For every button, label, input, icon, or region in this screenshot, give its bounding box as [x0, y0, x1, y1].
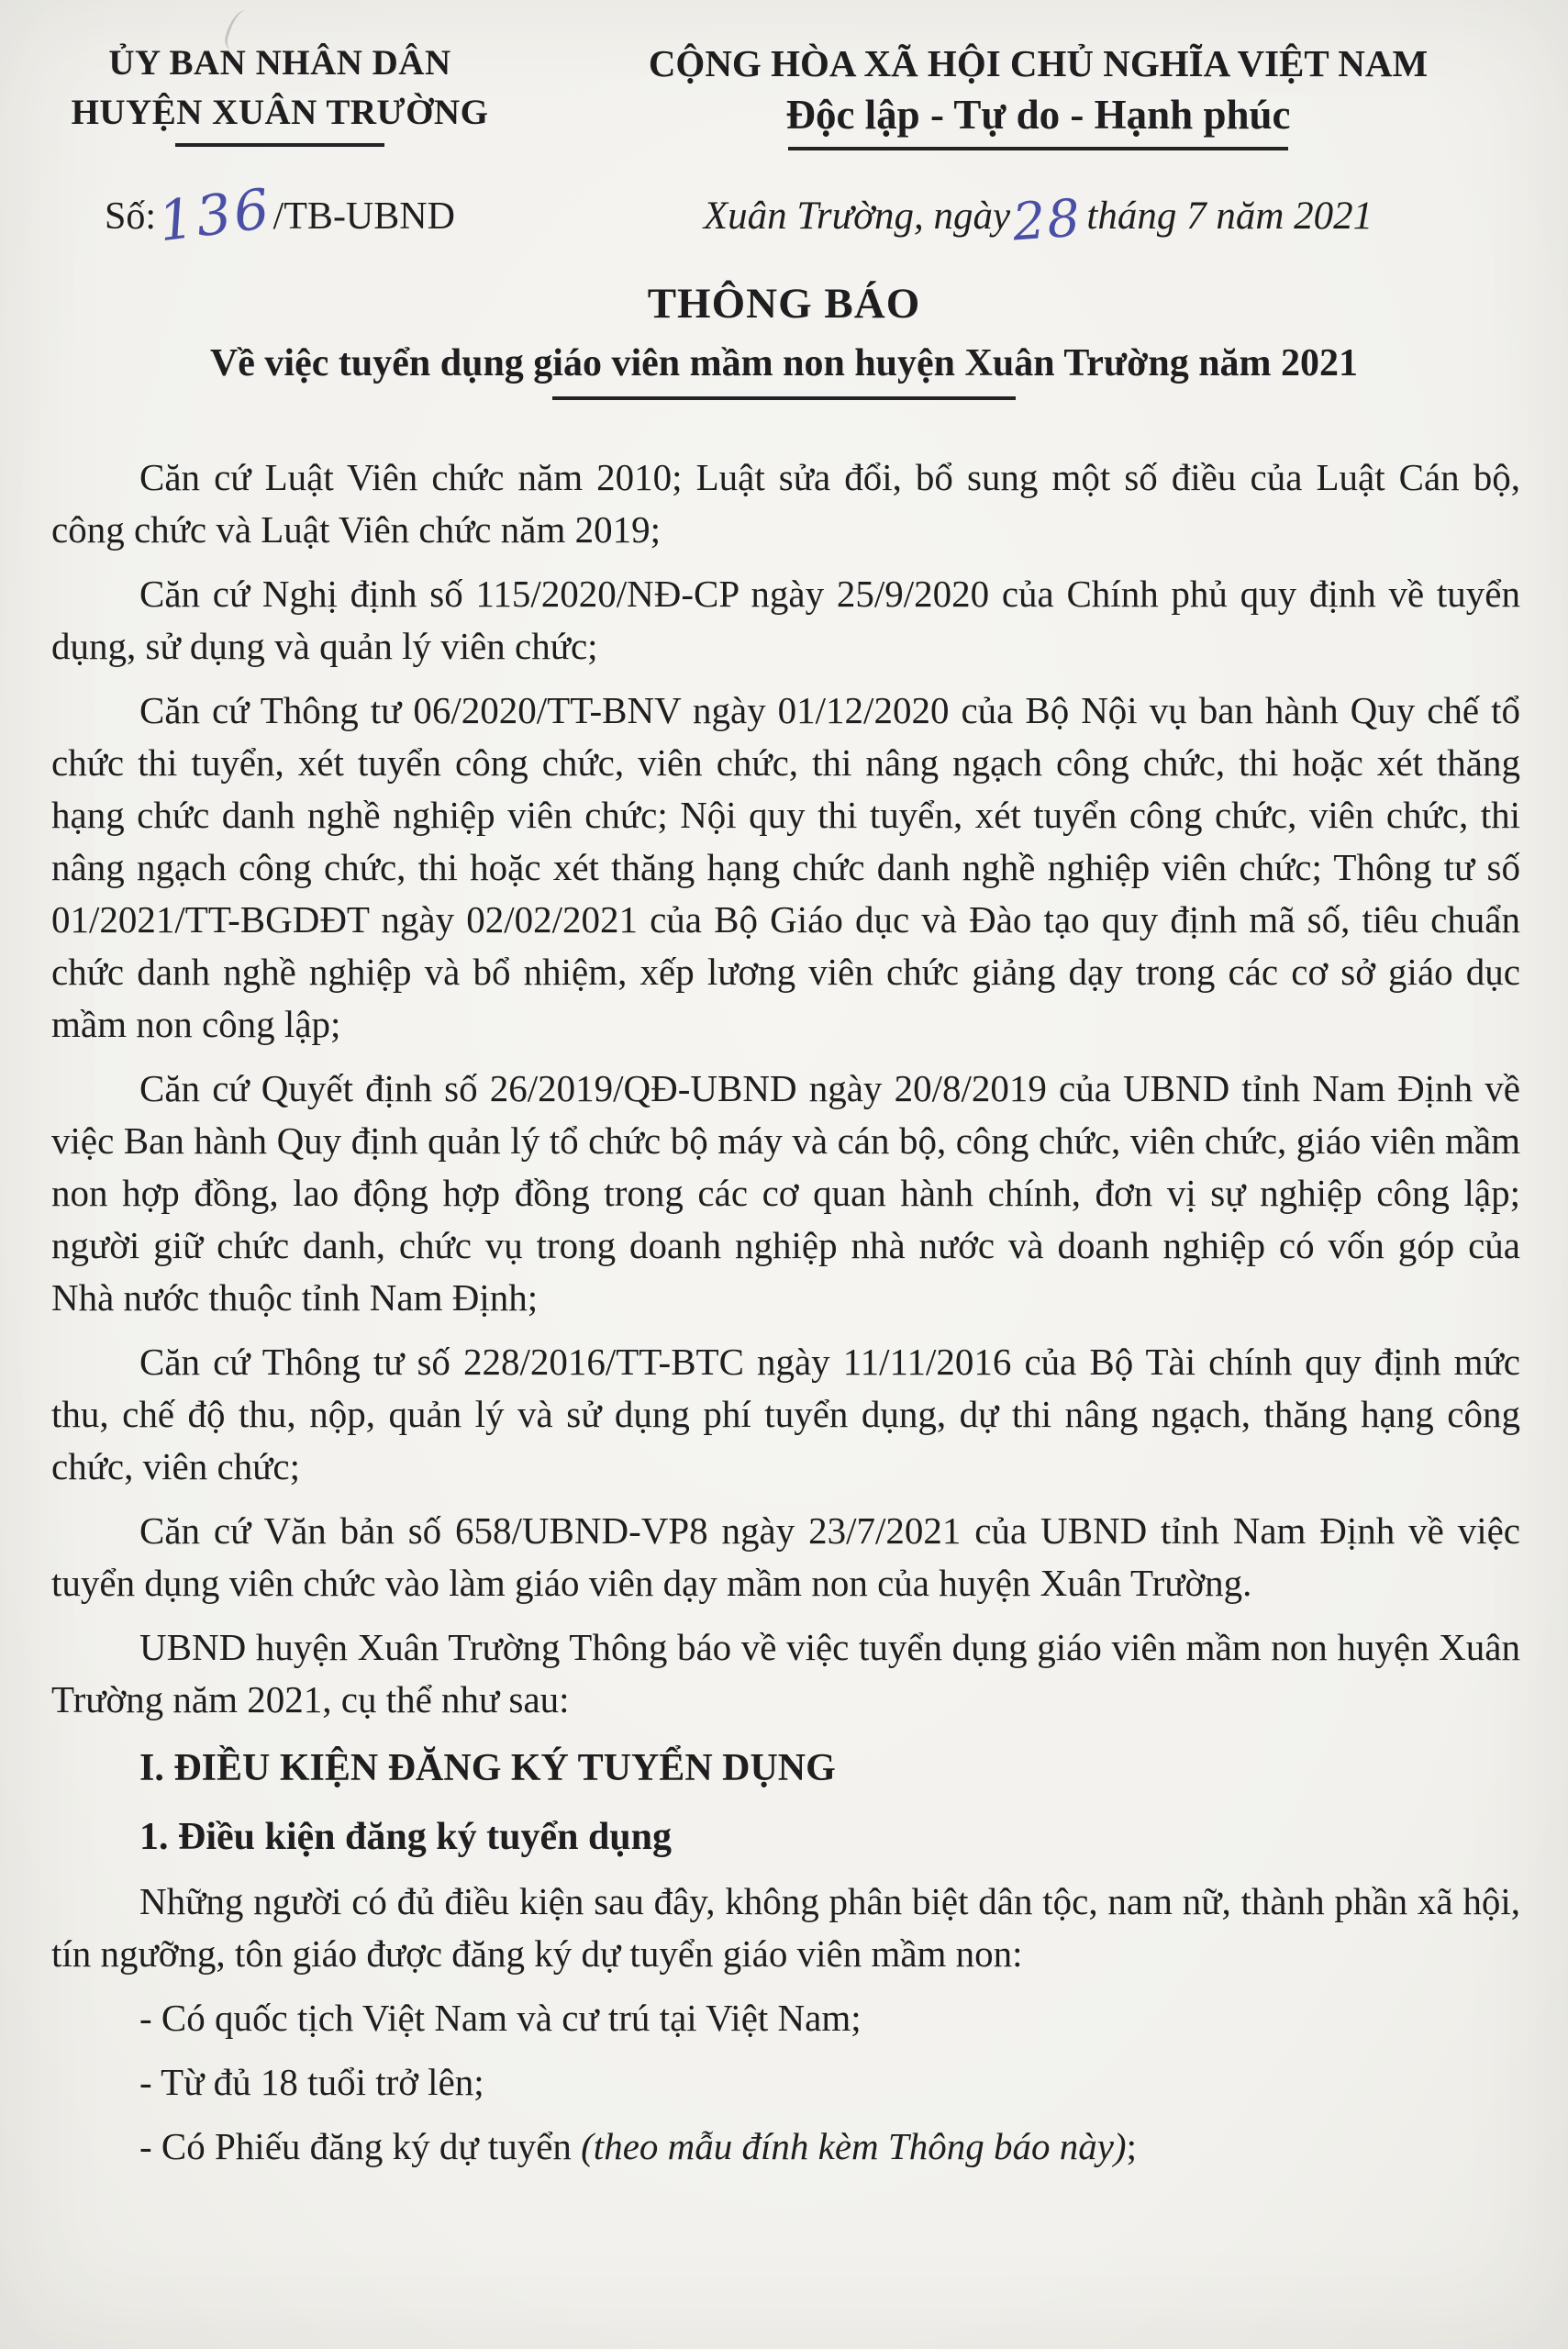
national-motto: Độc lập - Tự do - Hạnh phúc	[785, 92, 1291, 138]
national-motto-block	[560, 39, 1568, 150]
document-number-suffix: /TB-UBND	[272, 195, 455, 238]
legal-basis-paragraph: Căn cứ Thông tư 06/2020/TT-BNV ngày 01/12/2020 của Bộ Nội vụ ban hành Quy chế tổ chức thi tuyển, xét tuyển công chức, viên chức, thi nâng ngạch công chức, thi hoặc xét thăng hạng chức danh nghề nghiệp viên chức; Nội quy thi tuyển, xét tuyển công chức, viên chức, thi nâng ngạch công chức, thi hoặc xét thăng hạng chức danh nghề nghiệp viên chức; Thông tư số 01/2021/TT-BGDĐT ngày 02/02/2021 của Bộ Giáo dục và Đào tạo quy định mã số, tiêu chuẩn chức danh nghề nghiệp và bổ nhiệm, xếp lương viên chức giảng dạy trong các cơ sở giáo dục mầm non công lập;	[51, 689, 1520, 1045]
subtitle-underline	[552, 396, 1016, 400]
document-meta-row	[0, 176, 1568, 255]
document-number	[0, 176, 560, 255]
issuing-agency-block	[0, 39, 560, 150]
condition-item	[51, 2121, 1520, 2173]
issuer-agency-name: HUYỆN XUÂN TRƯỜNG	[71, 93, 489, 132]
place-and-date-line	[560, 182, 1568, 253]
condition-item: - Từ đủ 18 tuổi trở lên;	[139, 2061, 484, 2103]
document-title: THÔNG BÁO	[647, 280, 921, 328]
condition-item: - Có quốc tịch Việt Nam và cư trú tại Việt Nam;	[139, 1997, 862, 2039]
legal-basis-paragraph: Căn cứ Quyết định số 26/2019/QĐ-UBND ngày 20/8/2019 của UBND tỉnh Nam Định về việc Ban hành Quy định quản lý tổ chức bộ máy và cán bộ, công chức, viên chức, giáo viên mầm non hợp đồng, lao động hợp đồng trong các cơ quan hành chính, đơn vị sự nghiệp công lập; người giữ chức danh, chức vụ trong doanh nghiệp nhà nước và doanh nghiệp có vốn góp của Nhà nước thuộc tỉnh Nam Định;	[51, 1067, 1520, 1319]
legal-basis-paragraph: Căn cứ Văn bản số 658/UBND-VP8 ngày 23/7/2021 của UBND tỉnh Nam Định về việc tuyển dụng viên chức vào làm giáo viên dạy mầm non của huyện Xuân Trường.	[51, 1509, 1520, 1604]
issuer-parent-agency: ỦY BAN NHÂN DÂN	[108, 43, 451, 83]
handwritten-document-number: 136	[155, 176, 276, 255]
document-number-label: Số:	[105, 195, 157, 238]
subsection-heading: 1. Điều kiện đăng ký tuyển dụng	[139, 1816, 673, 1858]
dateline-place: Xuân Trường, ngày	[703, 195, 1011, 238]
title-block	[0, 279, 1568, 400]
legal-basis-paragraph: Căn cứ Thông tư số 228/2016/TT-BTC ngày 11/11/2016 của Bộ Tài chính quy định mức thu, chế độ thu, nộp, quản lý và sử dụng phí tuyển dụng, dự thi nâng ngạch, thăng hạng công chức, viên chức;	[51, 1341, 1520, 1487]
legal-basis-paragraph: Căn cứ Luật Viên chức năm 2010; Luật sửa đổi, bổ sung một số điều của Luật Cán bộ, công chức và Luật Viên chức năm 2019;	[51, 456, 1520, 551]
legal-basis-paragraph: Căn cứ Nghị định số 115/2020/NĐ-CP ngày 25/9/2020 của Chính phủ quy định về tuyển dụng, sử dụng và quản lý viên chức;	[51, 573, 1520, 667]
dateline-rest: tháng 7 năm 2021	[1086, 195, 1373, 238]
conditions-intro-paragraph: Những người có đủ điều kiện sau đây, không phân biệt dân tộc, nam nữ, thành phần xã hội, tín ngưỡng, tôn giáo được đăng ký dự tuyển giáo viên mầm non:	[51, 1880, 1520, 1975]
condition-item-tail: ;	[1126, 2125, 1137, 2167]
document-body	[0, 451, 1568, 2173]
handwritten-day: 28	[1010, 188, 1084, 253]
condition-item-lead: - Có Phiếu đăng ký dự tuyển	[139, 2125, 582, 2167]
motto-underline	[788, 147, 1288, 150]
issuer-underline	[175, 143, 384, 147]
national-title: CỘNG HÒA XÃ HỘI CHỦ NGHĨA VIỆT NAM	[648, 42, 1429, 84]
announcement-lead-paragraph: UBND huyện Xuân Trường Thông báo về việc tuyển dụng giáo viên mầm non huyện Xuân Trường năm 2021, cụ thể như sau:	[51, 1626, 1520, 1720]
section-heading: I. ĐIỀU KIỆN ĐĂNG KÝ TUYỂN DỤNG	[139, 1747, 836, 1789]
document-subtitle: Về việc tuyển dụng giáo viên mầm non huyện Xuân Trường năm 2021	[209, 342, 1359, 384]
condition-item-note: (theo mẫu đính kèm Thông báo này)	[581, 2125, 1127, 2167]
